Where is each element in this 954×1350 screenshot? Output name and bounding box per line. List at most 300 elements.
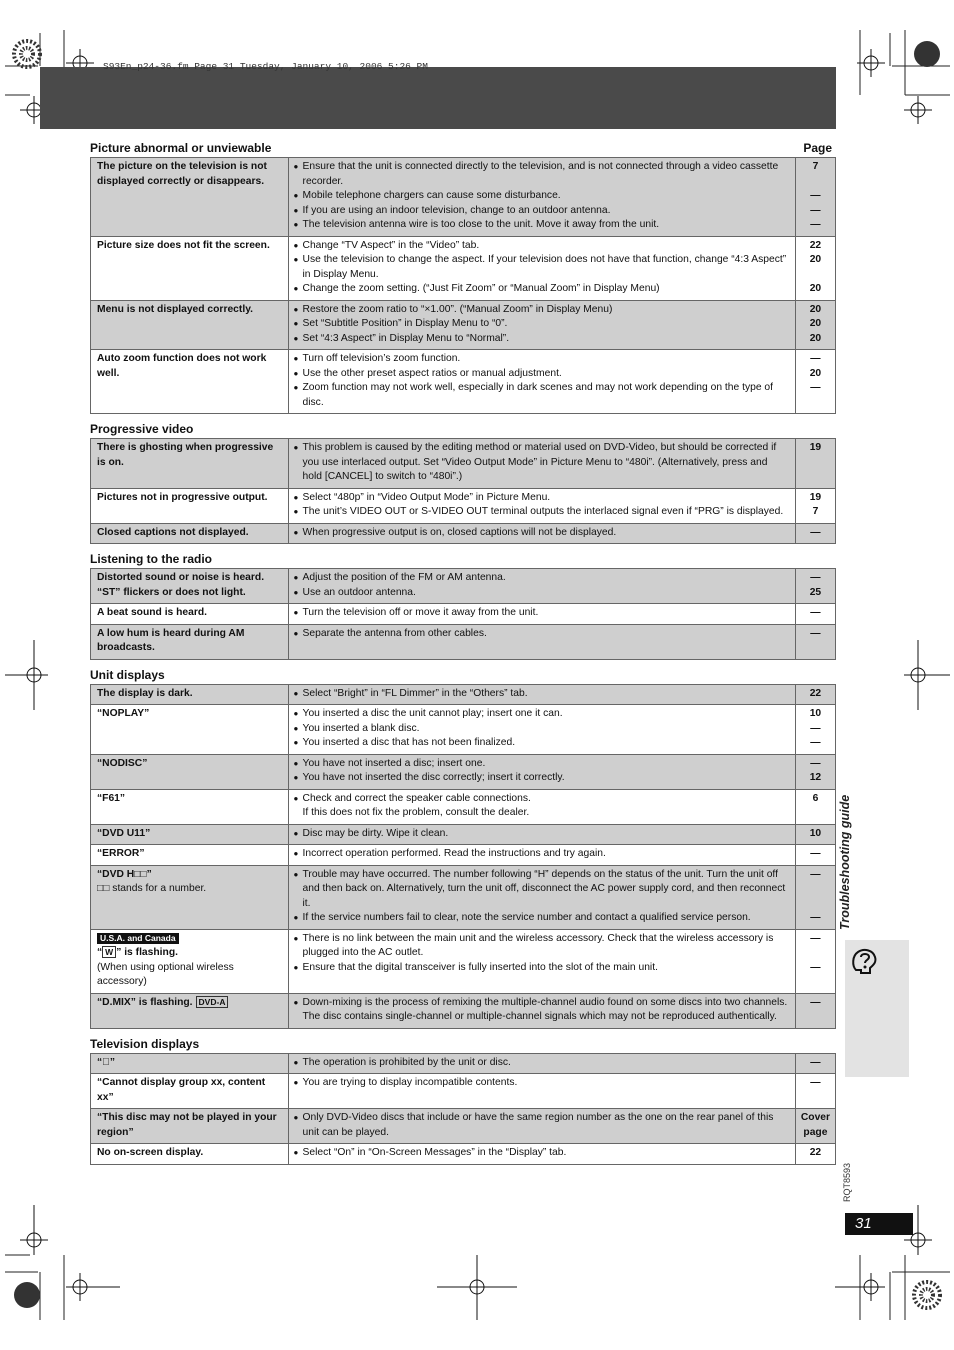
bullet-icon: ● xyxy=(293,527,299,537)
page-ref: — xyxy=(810,353,821,364)
solution-cell xyxy=(288,236,795,300)
problem-cell xyxy=(91,929,289,993)
bullet-icon: ● xyxy=(293,240,299,250)
solution-text: Only DVD-Video discs that include or have the same region number as the one on the rear panel of this unit can be played. xyxy=(302,1112,774,1138)
page-ref-cell xyxy=(795,1053,835,1074)
table-row xyxy=(91,236,836,300)
bullet-icon: ● xyxy=(293,1148,299,1157)
solution-item xyxy=(294,505,789,520)
solution-item xyxy=(294,771,789,786)
problem-cell xyxy=(91,604,289,625)
solution-text: Ensure that the digital transceiver is fully inserted into the slot of the main unit. xyxy=(302,961,658,973)
section-title xyxy=(90,420,836,438)
solution-cell xyxy=(288,624,795,659)
problem-text: “ERROR” xyxy=(97,848,145,859)
solution-item xyxy=(294,253,789,282)
page-column-header: Page xyxy=(803,141,832,155)
table-row xyxy=(91,754,836,789)
solution-item xyxy=(294,586,789,601)
solution-text: Use the other preset aspect ratios or manual adjustment. xyxy=(302,367,562,379)
page-ref: 20 xyxy=(809,254,822,265)
solution-text: This problem is caused by the editing method or material used on DVD-Video, but should be corrected if you use interlaced output. Set “Video Output Mode” in Picture Menu to “480i”. (Alternatively, press and hold [CANCEL] to switch to “480i”.) xyxy=(302,442,777,482)
page-ref: — xyxy=(810,219,821,230)
bullet-icon: ● xyxy=(293,162,299,171)
solution-item xyxy=(294,847,789,862)
solution-text: Down-mixing is the process of remixing the multiple-channel audio found on some discs into two channels. The disc contains single-channel or multiple-channel signals which may not be reproduced authentically. xyxy=(302,996,788,1022)
page-ref: 25 xyxy=(809,586,822,598)
bullet-icon: ● xyxy=(293,507,299,516)
solution-cell xyxy=(288,604,795,625)
page-ref: — xyxy=(810,572,821,583)
page-ref: — xyxy=(810,382,821,393)
page-ref-cell xyxy=(795,705,835,755)
page-ref: — xyxy=(810,190,821,201)
page-ref: — xyxy=(810,912,821,923)
troubleshooting-table xyxy=(90,568,836,660)
problem-text: Picture size does not fit the screen. xyxy=(97,239,270,251)
region-tag: U.S.A. and Canada xyxy=(97,933,179,944)
solution-item xyxy=(294,1111,789,1140)
solution-cell xyxy=(288,1109,795,1144)
bullet-icon: ● xyxy=(293,368,299,378)
troubleshooting-table xyxy=(90,684,836,1029)
solution-text: Adjust the position of the FM or AM antenna. xyxy=(302,572,506,583)
bullet-icon: ● xyxy=(293,255,299,264)
bullet-icon: ● xyxy=(293,191,299,200)
problem-note: □□ stands for a number. xyxy=(97,883,207,894)
table-row xyxy=(91,350,836,414)
problem-cell xyxy=(91,158,289,237)
problem-cell xyxy=(91,993,289,1028)
page-ref: 20 xyxy=(809,303,822,315)
section-title xyxy=(90,139,836,157)
page-ref-cell xyxy=(795,236,835,300)
page-ref-cell xyxy=(795,523,835,544)
solution-item xyxy=(294,687,789,702)
problem-text: “NODISC” xyxy=(97,757,148,769)
solution-text: Trouble may have occurred. The number following “H” depends on the status of the unit. Turn the unit off and then back on. Alternatively, turn the unit off, disconnect the AC power supply cord, and then reconnect it. xyxy=(302,868,786,909)
page-ref: 12 xyxy=(809,772,822,783)
solution-cell xyxy=(288,350,795,414)
solution-text: Restore the zoom ratio to “×1.00”. (“Manual Zoom” in Display Menu) xyxy=(302,303,613,315)
table-row xyxy=(91,158,836,237)
problem-pre: “ xyxy=(97,947,103,958)
bullet-icon: ● xyxy=(293,933,299,943)
solution-cell xyxy=(288,1074,795,1109)
wireless-indicator-icon: W xyxy=(102,946,116,958)
table-row xyxy=(91,624,836,659)
solution-item xyxy=(294,932,789,961)
page-ref: — xyxy=(810,737,821,748)
bullet-icon: ● xyxy=(293,773,299,782)
table-row xyxy=(91,439,836,489)
problem-text: “F61” xyxy=(97,792,126,804)
section-title xyxy=(90,1035,836,1053)
solution-cell xyxy=(288,523,795,544)
troubleshooting-table xyxy=(90,1053,836,1165)
solution-item xyxy=(294,332,789,347)
page-ref: 22 xyxy=(809,687,822,699)
solution-item xyxy=(294,317,789,332)
problem-text: There is ghosting when progressive is on. xyxy=(97,442,274,468)
page-ref-cell xyxy=(795,824,835,845)
bullet-icon: ● xyxy=(293,869,299,879)
page-ref: — xyxy=(810,204,821,216)
problem-cell xyxy=(91,300,289,350)
problem-cell xyxy=(91,569,289,604)
bullet-icon: ● xyxy=(293,284,299,293)
solution-item xyxy=(294,1056,789,1071)
solution-item xyxy=(294,757,789,772)
problem-note: (When using optional wireless accessory) xyxy=(97,961,234,987)
problem-cell xyxy=(91,439,289,489)
problem-cell xyxy=(91,350,289,414)
bullet-icon: ● xyxy=(293,1113,299,1122)
bullet-icon: ● xyxy=(293,220,299,229)
page-ref-cell xyxy=(795,350,835,414)
problem-cell xyxy=(91,754,289,789)
solution-item xyxy=(294,868,789,912)
troubleshooting-table xyxy=(90,157,836,414)
solution-text: Select “480p” in “Video Output Mode” in Picture Menu. xyxy=(302,491,551,503)
bullet-icon: ● xyxy=(293,205,299,215)
table-row xyxy=(91,929,836,993)
solution-item xyxy=(294,189,789,204)
bullet-icon: ● xyxy=(293,828,299,838)
table-row xyxy=(91,845,836,866)
solution-text: Set “4:3 Aspect” in Display Menu to “Normal”. xyxy=(302,332,510,344)
page-ref: 20 xyxy=(809,283,822,294)
solution-text: Turn off television’s zoom function. xyxy=(302,353,461,364)
problem-text: “⃠” xyxy=(97,1056,116,1068)
solution-cell xyxy=(288,824,795,845)
page-ref-cell xyxy=(795,300,835,350)
solution-text: Select “On” in “On-Screen Messages” in the “Display” tab. xyxy=(302,1147,567,1158)
solution-item xyxy=(294,282,789,297)
page-ref: — xyxy=(810,757,821,769)
table-row xyxy=(91,705,836,755)
problem-text: “NOPLAY” xyxy=(97,708,150,719)
page-ref: — xyxy=(810,961,821,973)
page-ref: — xyxy=(810,722,821,734)
bullet-icon: ● xyxy=(293,962,299,972)
table-row xyxy=(91,604,836,625)
solution-item xyxy=(294,996,789,1025)
page-ref-cell xyxy=(795,439,835,489)
page-ref-cell xyxy=(795,1144,835,1165)
solution-text: Ensure that the unit is connected directly to the television, and is not connected through a video cassette recorder. xyxy=(302,161,779,187)
problem-cell xyxy=(91,1074,289,1109)
page-ref: 10 xyxy=(809,827,822,839)
problem-cell xyxy=(91,824,289,845)
troubleshooting-content xyxy=(90,139,836,1171)
solution-cell xyxy=(288,1053,795,1074)
solution-text: If you are using an indoor television, change to an outdoor antenna. xyxy=(302,204,611,216)
page-ref-cell xyxy=(795,929,835,993)
solution-item xyxy=(294,303,789,318)
problem-cell xyxy=(91,236,289,300)
problem-text: Menu is not displayed correctly. xyxy=(97,303,254,315)
solution-item xyxy=(294,352,789,367)
solution-text: Zoom function may not work well, especially in dark scenes and may not work depending on the type of disc. xyxy=(302,382,773,408)
solution-cell xyxy=(288,865,795,929)
page-ref-cell xyxy=(795,569,835,604)
problem-text: “DVD H□□” xyxy=(97,868,152,880)
bullet-icon: ● xyxy=(293,319,299,328)
solution-cell xyxy=(288,1144,795,1165)
page-ref: 6 xyxy=(812,792,819,804)
solution-text: You inserted a blank disc. xyxy=(302,722,420,734)
solution-text: You inserted a disc that has not been finalized. xyxy=(302,737,516,748)
solution-cell xyxy=(288,754,795,789)
section-title-text: Progressive video xyxy=(90,422,194,436)
page-ref: 22 xyxy=(809,239,822,251)
page-ref: 20 xyxy=(809,318,822,329)
page-number: 31 xyxy=(845,1213,913,1235)
page-ref-cell xyxy=(795,754,835,789)
problem-text: Distorted sound or noise is heard. “ST” flickers or does not light. xyxy=(97,572,265,598)
solution-text: You are trying to display incompatible contents. xyxy=(302,1077,518,1088)
bullet-icon: ● xyxy=(293,492,299,502)
page-ref: 10 xyxy=(809,708,822,719)
problem-cell xyxy=(91,1053,289,1074)
page-ref: — xyxy=(810,607,821,618)
solution-text: Incorrect operation performed. Read the instructions and try again. xyxy=(302,848,606,859)
page-ref: — xyxy=(810,526,821,538)
page-ref: — xyxy=(810,996,821,1008)
table-row xyxy=(91,569,836,604)
table-row xyxy=(91,1144,836,1165)
page-ref-cell xyxy=(795,624,835,659)
solution-text: Set “Subtitle Position” in Display Menu to “0”. xyxy=(302,318,508,329)
bullet-icon: ● xyxy=(293,758,299,768)
section-title-text: Listening to the radio xyxy=(90,552,212,566)
solution-item xyxy=(294,218,789,233)
page-ref: — xyxy=(810,1056,821,1068)
page-ref-cell xyxy=(795,865,835,929)
problem-text: Pictures not in progressive output. xyxy=(97,491,268,503)
table-row xyxy=(91,300,836,350)
bullet-icon: ● xyxy=(293,709,299,718)
table-row xyxy=(91,789,836,824)
page-ref xyxy=(796,175,835,190)
page-ref: — xyxy=(810,848,821,859)
page-ref-cell xyxy=(795,1074,835,1109)
page-ref xyxy=(796,882,835,897)
solution-item xyxy=(294,827,789,842)
solution-item xyxy=(294,961,789,976)
bullet-icon: ● xyxy=(293,1057,299,1067)
question-head-icon xyxy=(850,946,878,981)
page-ref: 22 xyxy=(809,1147,822,1158)
solution-item xyxy=(294,491,789,506)
solution-item xyxy=(294,441,789,485)
section-title-text: Television displays xyxy=(90,1036,200,1051)
section-title-text: Unit displays xyxy=(90,667,165,682)
solution-text: Disc may be dirty. Wipe it clean. xyxy=(302,827,449,839)
problem-text: The picture on the television is not displayed correctly or disappears. xyxy=(97,161,267,187)
solution-item xyxy=(294,911,789,926)
page-ref: 7 xyxy=(812,161,819,172)
solution-item xyxy=(294,736,789,751)
problem-text: Closed captions not displayed. xyxy=(97,526,249,538)
solution-item xyxy=(294,792,789,807)
solution-item xyxy=(294,571,789,586)
page-ref: — xyxy=(810,868,821,880)
problem-text: A beat sound is heard. xyxy=(97,607,208,618)
bullet-icon: ● xyxy=(293,383,299,392)
solution-text: You have not inserted a disc; insert one. xyxy=(302,757,486,769)
bullet-icon: ● xyxy=(293,723,299,733)
problem-cell xyxy=(91,684,289,705)
solution-text: Select “Bright” in “FL Dimmer” in the “Others” tab. xyxy=(302,687,528,699)
disc-type-badge: DVD-A xyxy=(196,996,229,1008)
page-ref: — xyxy=(810,1077,821,1088)
problem-cell xyxy=(91,705,289,755)
troubleshooting-table xyxy=(90,438,836,544)
solution-item xyxy=(294,722,789,737)
problem-text: Auto zoom function does not work well. xyxy=(97,353,267,379)
solution-text: Check and correct the speaker cable connections. xyxy=(302,792,531,804)
problem-cell xyxy=(91,1144,289,1165)
solution-cell xyxy=(288,488,795,523)
solution-item xyxy=(294,526,789,541)
solution-item xyxy=(294,367,789,382)
solution-text: Use an outdoor antenna. xyxy=(302,586,416,598)
page-ref-cell xyxy=(795,488,835,523)
page-ref xyxy=(796,897,835,912)
table-row xyxy=(91,865,836,929)
solution-item xyxy=(294,239,789,254)
problem-text: A low hum is heard during AM broadcasts. xyxy=(97,627,245,653)
section-title-text: Picture abnormal or unviewable xyxy=(90,141,272,155)
header-band xyxy=(40,67,836,129)
problem-text: “Cannot display group xx, content xx” xyxy=(97,1077,266,1103)
solution-text: There is no link between the main unit and the wireless accessory. Check that the wireless accessory is plugged into the AC outlet. xyxy=(302,932,774,958)
bullet-icon: ● xyxy=(293,333,299,343)
page-ref-cell xyxy=(795,604,835,625)
page-ref: — xyxy=(810,932,821,944)
problem-text: “DVD U11” xyxy=(97,827,151,839)
solution-item xyxy=(294,606,789,621)
solution-text: The unit’s VIDEO OUT or S-VIDEO OUT terminal outputs the interlaced signal even if “PRG” is displayed. xyxy=(302,506,784,517)
file-info: S93En_p24-36.fm Page 31 Tuesday, January 10, 2006 5:26 PM xyxy=(103,61,428,72)
table-row xyxy=(91,488,836,523)
table-row xyxy=(91,824,836,845)
solution-cell xyxy=(288,789,795,824)
page-ref: page xyxy=(803,1126,828,1138)
page-ref: 19 xyxy=(809,491,822,503)
solution-text: Turn the television off or move it away from the unit. xyxy=(302,607,539,618)
solution-cell xyxy=(288,929,795,993)
bullet-icon: ● xyxy=(293,354,299,363)
problem-cell xyxy=(91,624,289,659)
bullet-icon: ● xyxy=(293,738,299,747)
solution-cell xyxy=(288,684,795,705)
page-ref-cell xyxy=(795,684,835,705)
solution-text: Mobile telephone chargers can cause some disturbance. xyxy=(302,190,561,201)
solution-text: The operation is prohibited by the unit or disc. xyxy=(302,1056,511,1068)
solution-text: The television antenna wire is too close to the unit. Move it away from the unit. xyxy=(302,219,660,230)
page-ref: 7 xyxy=(812,506,819,517)
bullet-icon: ● xyxy=(293,849,299,858)
problem-cell xyxy=(91,845,289,866)
bullet-icon: ● xyxy=(293,793,299,803)
solution-cell xyxy=(288,158,795,237)
page-ref-cell xyxy=(795,993,835,1028)
page-ref xyxy=(796,946,835,961)
solution-item xyxy=(294,160,789,189)
problem-text: The display is dark. xyxy=(97,687,193,699)
page-ref: 20 xyxy=(809,367,822,379)
bullet-icon: ● xyxy=(293,304,299,314)
problem-text: ” is flashing. xyxy=(116,947,178,958)
solution-item xyxy=(294,707,789,722)
bullet-icon: ● xyxy=(293,573,299,582)
solution-continuation: If this does not fix the problem, consult the dealer. xyxy=(302,807,530,818)
problem-cell xyxy=(91,789,289,824)
solution-item xyxy=(294,381,789,410)
bullet-icon: ● xyxy=(293,1078,299,1087)
solution-text: Change “TV Aspect” in the “Video” tab. xyxy=(302,239,480,251)
solution-item xyxy=(294,1146,789,1161)
problem-cell xyxy=(91,488,289,523)
table-row xyxy=(91,1074,836,1109)
table-row xyxy=(91,1109,836,1144)
solution-cell xyxy=(288,993,795,1028)
problem-cell xyxy=(91,523,289,544)
page-ref: 20 xyxy=(809,332,822,344)
table-row xyxy=(91,523,836,544)
page-ref-cell xyxy=(795,789,835,824)
problem-text: “D.MIX” is flashing. xyxy=(97,996,193,1008)
solution-item xyxy=(294,1076,789,1091)
solution-text: If the service numbers fail to clear, note the service number and contact a qualified service person. xyxy=(302,912,751,923)
problem-text: “This disc may not be played in your region” xyxy=(97,1112,277,1138)
solution-cell xyxy=(288,705,795,755)
bullet-icon: ● xyxy=(293,443,299,452)
section-title xyxy=(90,550,836,568)
page-ref: Cover xyxy=(800,1112,831,1123)
solution-item xyxy=(294,204,789,219)
solution-item xyxy=(294,627,789,642)
page-ref-cell xyxy=(795,158,835,237)
bullet-icon: ● xyxy=(293,997,299,1007)
solution-text: Use the television to change the aspect. If your television does not have that function, change “4:3 Aspect” in Display Menu. xyxy=(302,254,787,280)
bullet-icon: ● xyxy=(293,628,299,638)
solution-text: When progressive output is on, closed captions will not be displayed. xyxy=(302,526,617,538)
table-row xyxy=(91,684,836,705)
section-title xyxy=(90,666,836,684)
problem-cell xyxy=(91,1109,289,1144)
page-ref xyxy=(796,268,835,283)
bullet-icon: ● xyxy=(293,688,299,698)
solution-cell xyxy=(288,439,795,489)
page-ref-cell xyxy=(795,845,835,866)
page-ref: 19 xyxy=(809,442,822,453)
page-ref-cell xyxy=(795,1109,835,1144)
solution-text: Separate the antenna from other cables. xyxy=(302,627,487,639)
solution-cell xyxy=(288,300,795,350)
solution-cell xyxy=(288,569,795,604)
table-row xyxy=(91,1053,836,1074)
bullet-icon: ● xyxy=(293,608,299,617)
solution-cell xyxy=(288,845,795,866)
problem-cell xyxy=(91,865,289,929)
solution-text: You have not inserted the disc correctly; insert it correctly. xyxy=(302,772,565,783)
solution-text: You inserted a disc the unit cannot play; insert one it can. xyxy=(302,708,563,719)
bullet-icon: ● xyxy=(293,587,299,597)
